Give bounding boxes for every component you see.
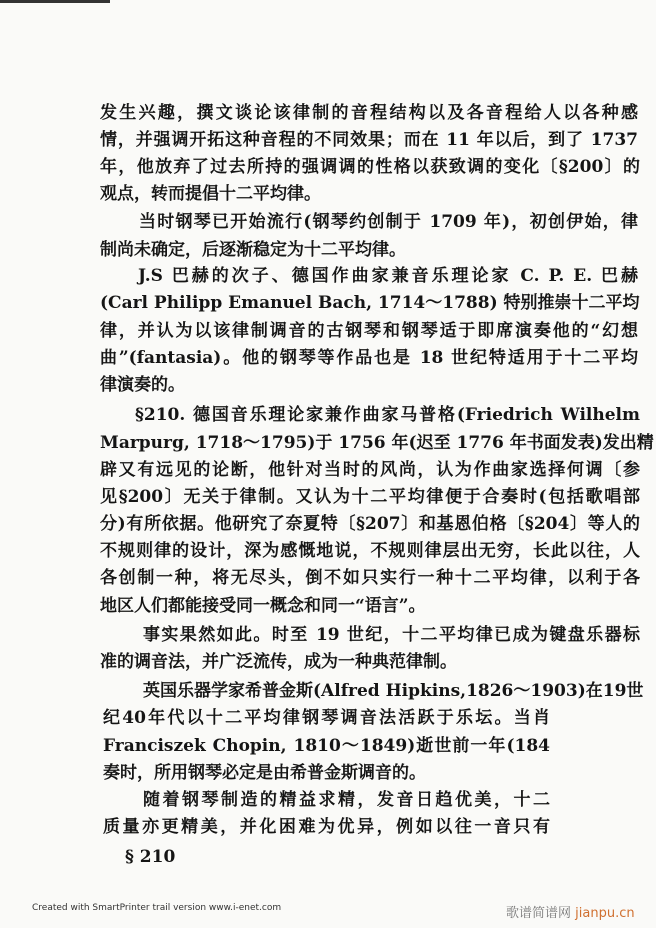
- text-line: 英国乐器学家希普金斯(Alfred Hipkins,1826～1903)在19世: [143, 681, 644, 701]
- text-line: 纪40年代以十二平均律钢琴调音法活跃于乐坛。当肖: [103, 708, 550, 728]
- text-line: 发生兴趣，撰文谈论该律制的音程结构以及各音程给人以各种感: [100, 103, 638, 123]
- watermark-url: jianpu.cn: [575, 906, 635, 921]
- text-line: 律，并认为以该律制调音的古钢琴和钢琴适于即席演奏他的“幻想: [100, 321, 638, 341]
- text-line: 准的调音法，并广泛流传，成为一种典范律制。: [100, 652, 457, 672]
- text-line: 奏时，所用钢琴必定是由希普金斯调音的。: [103, 763, 426, 783]
- text-line: 见§200〕无关于律制。又认为十二平均律便于合奏时(包括歌唱部: [100, 487, 640, 507]
- text-line: 事实果然如此。时至 19 世纪，十二平均律已成为键盘乐器标: [143, 625, 640, 645]
- text-line: (Carl Philipp Emanuel Bach, 1714～1788) 特别推崇十二平均: [100, 293, 640, 313]
- watermark-cn: 歌谱简谱网: [506, 906, 572, 921]
- text-line: 当时钢琴已开始流行(钢琴约创制于 1709 年)，初创伊始，律: [139, 212, 638, 232]
- text-line: 情，并强调开拓这种音程的不同效果；而在 11 年以后，到了 1737: [100, 130, 638, 150]
- text-line: 律演奏的。: [100, 375, 185, 395]
- text-line: §210. 德国音乐理论家兼作曲家马普格(Friedrich Wilhelm: [135, 405, 640, 425]
- text-line: 年，他放弃了过去所持的强调调的性格以获致调的变化〔§200〕的: [100, 157, 640, 177]
- text-line: 分)有所依据。他研究了奈夏特〔§207〕和基恩伯格〔§204〕等人的: [100, 514, 640, 534]
- text-line: J.S 巴赫的次子、德国作曲家兼音乐理论家 C. P. E. 巴赫: [138, 266, 638, 286]
- text-line: 曲”(fantasia)。他的钢琴等作品也是 18 世纪特适用于十二平均: [100, 348, 638, 368]
- section-marker: § 210: [125, 847, 176, 867]
- text-line: 观点，转而提倡十二平均律。: [100, 184, 321, 204]
- text-line: 各创制一种，将无尽头，倒不如只实行一种十二平均律，以利于各: [100, 568, 640, 588]
- text-line: 随着钢琴制造的精益求精，发音日趋优美，十二: [143, 790, 550, 810]
- scan-edge-bar: [0, 0, 110, 3]
- text-line: 不规则律的设计，深为感慨地说，不规则律层出无穷，长此以往，人: [100, 541, 640, 561]
- watermark-logo: [506, 902, 635, 921]
- text-line: Marpurg, 1718～1795)于 1756 年(迟至 1776 年书面发表)发出精: [100, 433, 654, 453]
- text-line: 地区人们都能接受同一概念和同一“语言”。: [100, 596, 426, 616]
- text-line: 辟又有远见的论断，他针对当时的风尚，认为作曲家选择何调〔参: [100, 460, 640, 480]
- text-line: 质量亦更精美，并化困难为优异，例如以往一音只有: [103, 817, 550, 837]
- footer-created-with: Created with SmartPrinter trail version www.i-enet.com: [32, 903, 282, 913]
- text-line: Franciszek Chopin, 1810～1849)逝世前一年(184: [103, 736, 550, 756]
- text-line: 制尚未确定，后逐渐稳定为十二平均律。: [100, 240, 406, 260]
